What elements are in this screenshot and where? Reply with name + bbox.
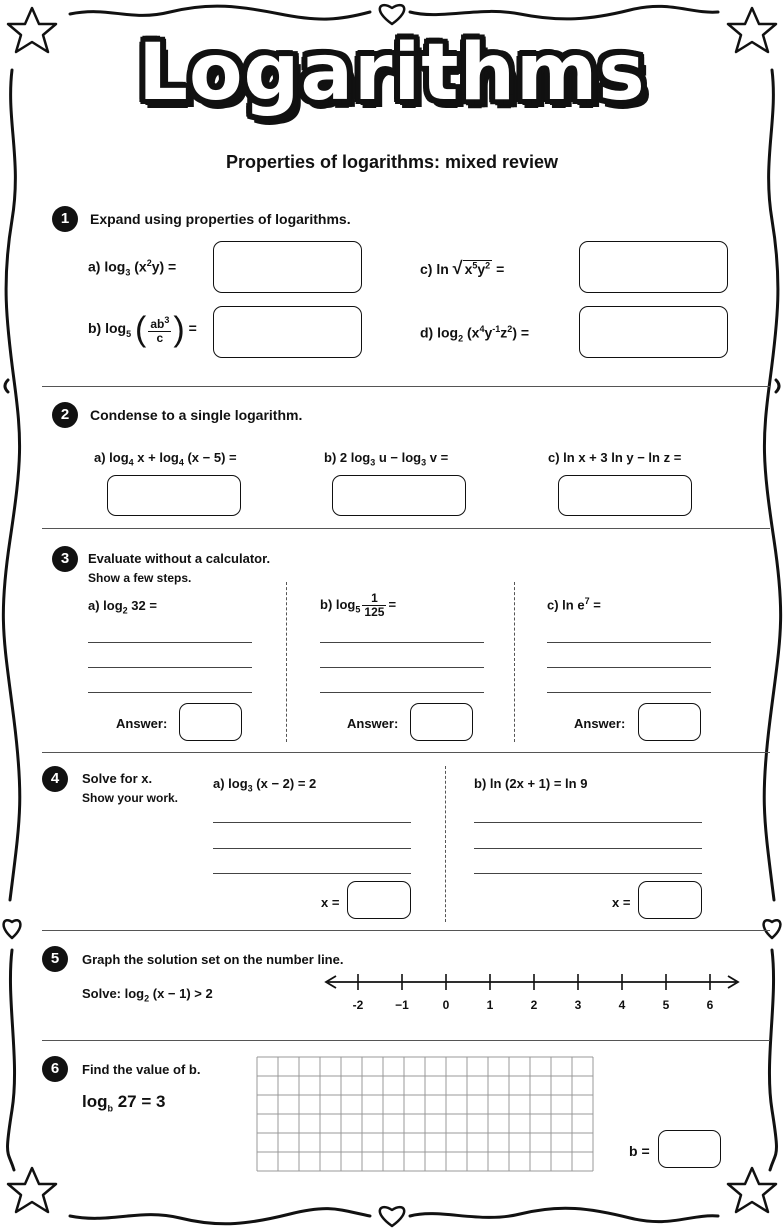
q2a-expression: a) $\log_4 x + \log_4 (x - 5)$ = [94, 450, 237, 468]
question-number-3: 3 [52, 546, 78, 572]
worksheet-subtitle: Properties of logarithms: mixed review [225, 152, 559, 172]
question-number-5: 5 [42, 946, 68, 972]
q5-instruction: Graph the solution set on the number line. [82, 952, 344, 967]
number-line-tick-label: 3 [574, 998, 582, 1012]
q1b-expression: b) $\log_5$ ( $\frac{ab^3}{c}$ ) = [88, 310, 197, 349]
q4-instruction: Solve for x. [82, 771, 153, 786]
q3a-answer-box[interactable] [179, 703, 242, 741]
work-line[interactable] [88, 667, 252, 668]
number-line-tick-label: 6 [706, 998, 714, 1012]
q6-answer-box[interactable] [658, 1130, 721, 1168]
work-line[interactable] [320, 692, 484, 693]
q2b-answer-box[interactable] [332, 475, 466, 516]
work-line[interactable] [547, 667, 711, 668]
q3a-answer-label: Answer: [116, 716, 168, 731]
work-line[interactable] [474, 873, 702, 874]
q1c-answer-box[interactable] [579, 241, 728, 293]
work-line[interactable] [213, 822, 411, 823]
work-line[interactable] [213, 848, 411, 849]
number-line-tick-label: 5 [662, 998, 670, 1012]
q3b-expression: b) $\log_5$ $\frac{1}{125}$ = [320, 591, 397, 619]
q2c-answer-box[interactable] [558, 475, 692, 516]
q1a-answer-box[interactable] [213, 241, 362, 293]
question-number-6: 6 [42, 1056, 68, 1082]
number-line-axis [322, 964, 742, 994]
q2c-expression: c) ln x + 3 ln y − ln z = [548, 450, 682, 465]
number-line-tick-label: −1 [395, 998, 409, 1012]
q3b-answer-label: Answer: [347, 716, 399, 731]
column-divider [445, 766, 446, 922]
work-line[interactable] [88, 642, 252, 643]
q3b-answer-box[interactable] [410, 703, 473, 741]
q4a-expression: a) $\log_3 (x - 2) = 2$ [213, 776, 317, 794]
q4-sub-instruction: Show your work. [82, 791, 179, 805]
q6-instruction: Find the value of b. [82, 1062, 201, 1077]
section-divider [42, 386, 770, 387]
q3c-answer-box[interactable] [638, 703, 701, 741]
work-line[interactable] [547, 692, 711, 693]
number-line[interactable] [322, 964, 742, 1014]
q5-solve-expression: Solve: $\log_2 (x - 1) > 2$ [82, 986, 213, 1004]
worksheet-title: Logarithms [138, 28, 646, 118]
number-line-tick-label: 4 [618, 998, 626, 1012]
q2a-answer-box[interactable] [107, 475, 241, 516]
q3c-expression: c) $\ln e^7$ = [547, 596, 601, 613]
q3a-expression: a) $\log_2 32$ = [88, 598, 157, 616]
q4a-x-label: x = [321, 895, 340, 910]
q3-sub-instruction: Show a few steps. [88, 571, 192, 585]
work-line[interactable] [213, 873, 411, 874]
q1c-expression: c) ln √ $x^5y^2$ = [420, 258, 505, 278]
q1d-answer-box[interactable] [579, 306, 728, 358]
q3c-answer-label: Answer: [574, 716, 626, 731]
question-number-1: 1 [52, 206, 78, 232]
q4b-answer-box[interactable] [638, 881, 702, 919]
work-line[interactable] [320, 642, 484, 643]
work-line[interactable] [320, 667, 484, 668]
section-divider [42, 1040, 770, 1041]
section-divider [42, 752, 770, 753]
q6-equation: $\log_b 27 = 3$ [82, 1092, 166, 1114]
question-number-4: 4 [42, 766, 68, 792]
work-grid[interactable] [256, 1056, 594, 1172]
q1d-expression: d) $\log_2 (x^4y^{-1}z^2)$ = [420, 324, 530, 344]
q2-instruction: Condense to a single logarithm. [90, 407, 303, 423]
work-line[interactable] [547, 642, 711, 643]
section-divider [42, 528, 770, 529]
q4b-x-label: x = [612, 895, 631, 910]
work-line[interactable] [474, 848, 702, 849]
q1a-expression: a) $\log_3 (x^2y)$ = [88, 258, 177, 278]
number-line-tick-label: 1 [486, 998, 494, 1012]
section-divider [42, 930, 770, 931]
q4b-expression: b) ln (2x + 1) = ln 9 [474, 776, 588, 791]
q1b-answer-box[interactable] [213, 306, 362, 358]
question-number-2: 2 [52, 402, 78, 428]
number-line-tick-label: -2 [352, 998, 364, 1012]
q4a-answer-box[interactable] [347, 881, 411, 919]
number-line-tick-label: 0 [442, 998, 450, 1012]
column-divider [514, 582, 515, 742]
column-divider [286, 582, 287, 742]
q1-instruction: Expand using properties of logarithms. [90, 211, 351, 227]
q2b-expression: b) 2 $\log_3 u - \log_3 v$ = [324, 450, 449, 468]
q6-b-label: b = [629, 1143, 650, 1159]
work-line[interactable] [88, 692, 252, 693]
work-line[interactable] [474, 822, 702, 823]
q3-instruction: Evaluate without a calculator. [88, 551, 271, 566]
number-line-tick-label: 2 [530, 998, 538, 1012]
